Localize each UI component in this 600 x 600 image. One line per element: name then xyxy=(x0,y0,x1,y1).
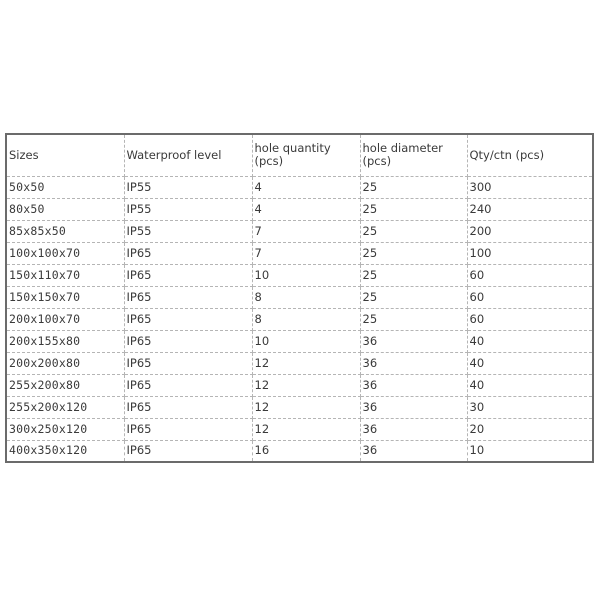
table-header xyxy=(6,134,593,176)
cell-hole-quantity: 12 xyxy=(252,418,360,440)
cell-qty-per-carton: 40 xyxy=(467,330,593,352)
table-row xyxy=(6,220,593,242)
cell-size: 200x200x80 xyxy=(6,352,124,374)
cell-hole-diameter: 36 xyxy=(360,396,467,418)
cell-hole-diameter: 36 xyxy=(360,418,467,440)
cell-waterproof-level: IP65 xyxy=(124,330,252,352)
table-row xyxy=(6,374,593,396)
cell-waterproof-level: IP55 xyxy=(124,198,252,220)
cell-hole-diameter: 25 xyxy=(360,308,467,330)
header-sizes-label: Sizes xyxy=(9,147,39,162)
cell-size: 150x150x70 xyxy=(6,286,124,308)
cell-waterproof-level: IP65 xyxy=(124,396,252,418)
cell-hole-diameter: 25 xyxy=(360,264,467,286)
header-waterproof-level xyxy=(124,134,252,176)
table-row xyxy=(6,264,593,286)
cell-qty-per-carton: 30 xyxy=(467,396,593,418)
cell-hole-quantity: 16 xyxy=(252,440,360,462)
cell-hole-quantity: 12 xyxy=(252,374,360,396)
table-row xyxy=(6,330,593,352)
cell-hole-diameter: 25 xyxy=(360,242,467,264)
header-sizes xyxy=(6,134,124,176)
cell-size: 200x155x80 xyxy=(6,330,124,352)
cell-size: 400x350x120 xyxy=(6,440,124,462)
cell-waterproof-level: IP65 xyxy=(124,440,252,462)
cell-hole-diameter: 25 xyxy=(360,198,467,220)
cell-qty-per-carton: 40 xyxy=(467,374,593,396)
table-row xyxy=(6,308,593,330)
cell-hole-quantity: 8 xyxy=(252,286,360,308)
cell-size: 300x250x120 xyxy=(6,418,124,440)
cell-waterproof-level: IP65 xyxy=(124,418,252,440)
cell-hole-quantity: 8 xyxy=(252,308,360,330)
cell-size: 200x100x70 xyxy=(6,308,124,330)
cell-hole-quantity: 10 xyxy=(252,264,360,286)
header-hole-diameter xyxy=(360,134,467,176)
cell-hole-diameter: 25 xyxy=(360,286,467,308)
header-hole-quantity-label: hole quantity xyxy=(254,141,331,156)
cell-hole-diameter: 36 xyxy=(360,352,467,374)
cell-waterproof-level: IP65 xyxy=(124,286,252,308)
cell-size: 85x85x50 xyxy=(6,220,124,242)
cell-hole-diameter: 25 xyxy=(360,220,467,242)
header-hole-quantity-unit: (pcs) xyxy=(254,154,284,169)
cell-qty-per-carton: 60 xyxy=(467,308,593,330)
cell-waterproof-level: IP65 xyxy=(124,264,252,286)
cell-waterproof-level: IP65 xyxy=(124,352,252,374)
cell-hole-quantity: 12 xyxy=(252,396,360,418)
cell-hole-diameter: 25 xyxy=(360,176,467,198)
table-row xyxy=(6,176,593,198)
spec-table xyxy=(5,133,594,463)
cell-qty-per-carton: 60 xyxy=(467,264,593,286)
cell-size: 100x100x70 xyxy=(6,242,124,264)
cell-qty-per-carton: 10 xyxy=(469,443,485,458)
cell-waterproof-level: IP65 xyxy=(124,308,252,330)
table-row xyxy=(6,286,593,308)
table-row xyxy=(6,440,593,462)
cell-hole-quantity: 7 xyxy=(252,220,360,242)
cell-hole-diameter: 36 xyxy=(360,440,467,462)
header-hole-diameter-unit: (pcs) xyxy=(362,154,392,169)
table-row xyxy=(6,396,593,418)
cell-hole-quantity: 12 xyxy=(252,352,360,374)
cell-waterproof-level: IP55 xyxy=(124,220,252,242)
header-waterproof-level-label: Waterproof level xyxy=(126,147,222,162)
cell-hole-diameter: 36 xyxy=(360,374,467,396)
header-hole-diameter-label: hole diameter xyxy=(362,141,443,156)
cell-qty-per-carton: 40 xyxy=(467,352,593,374)
cell-size: 255x200x80 xyxy=(6,374,124,396)
cell-qty-per-carton: 200 xyxy=(467,220,593,242)
cell-qty-per-carton: 60 xyxy=(467,286,593,308)
table-body xyxy=(6,176,593,462)
header-qty-per-carton xyxy=(467,134,593,176)
cell-waterproof-level: IP55 xyxy=(124,176,252,198)
cell-hole-quantity: 7 xyxy=(252,242,360,264)
cell-hole-quantity: 4 xyxy=(252,176,360,198)
table-row xyxy=(6,418,593,440)
cell-qty-per-carton: 300 xyxy=(467,176,593,198)
cell-qty-per-carton: 240 xyxy=(467,198,593,220)
cell-waterproof-level: IP65 xyxy=(124,374,252,396)
cell-hole-quantity: 4 xyxy=(252,198,360,220)
cell-size: 80x50 xyxy=(6,198,124,220)
cell-hole-quantity: 10 xyxy=(252,330,360,352)
header-qty-per-carton-label: Qty/ctn (pcs) xyxy=(469,147,545,162)
cell-waterproof-level: IP65 xyxy=(124,242,252,264)
table-row xyxy=(6,242,593,264)
cell-qty-per-carton: 100 xyxy=(467,242,593,264)
table-row xyxy=(6,198,593,220)
cell-size: 150x110x70 xyxy=(6,264,124,286)
header-row xyxy=(6,134,593,176)
cell-qty-per-carton: 20 xyxy=(467,418,593,440)
header-hole-quantity xyxy=(252,134,360,176)
cell-size: 255x200x120 xyxy=(6,396,124,418)
table-row xyxy=(6,352,593,374)
cell-size: 50x50 xyxy=(6,176,124,198)
cell-hole-diameter: 36 xyxy=(360,330,467,352)
